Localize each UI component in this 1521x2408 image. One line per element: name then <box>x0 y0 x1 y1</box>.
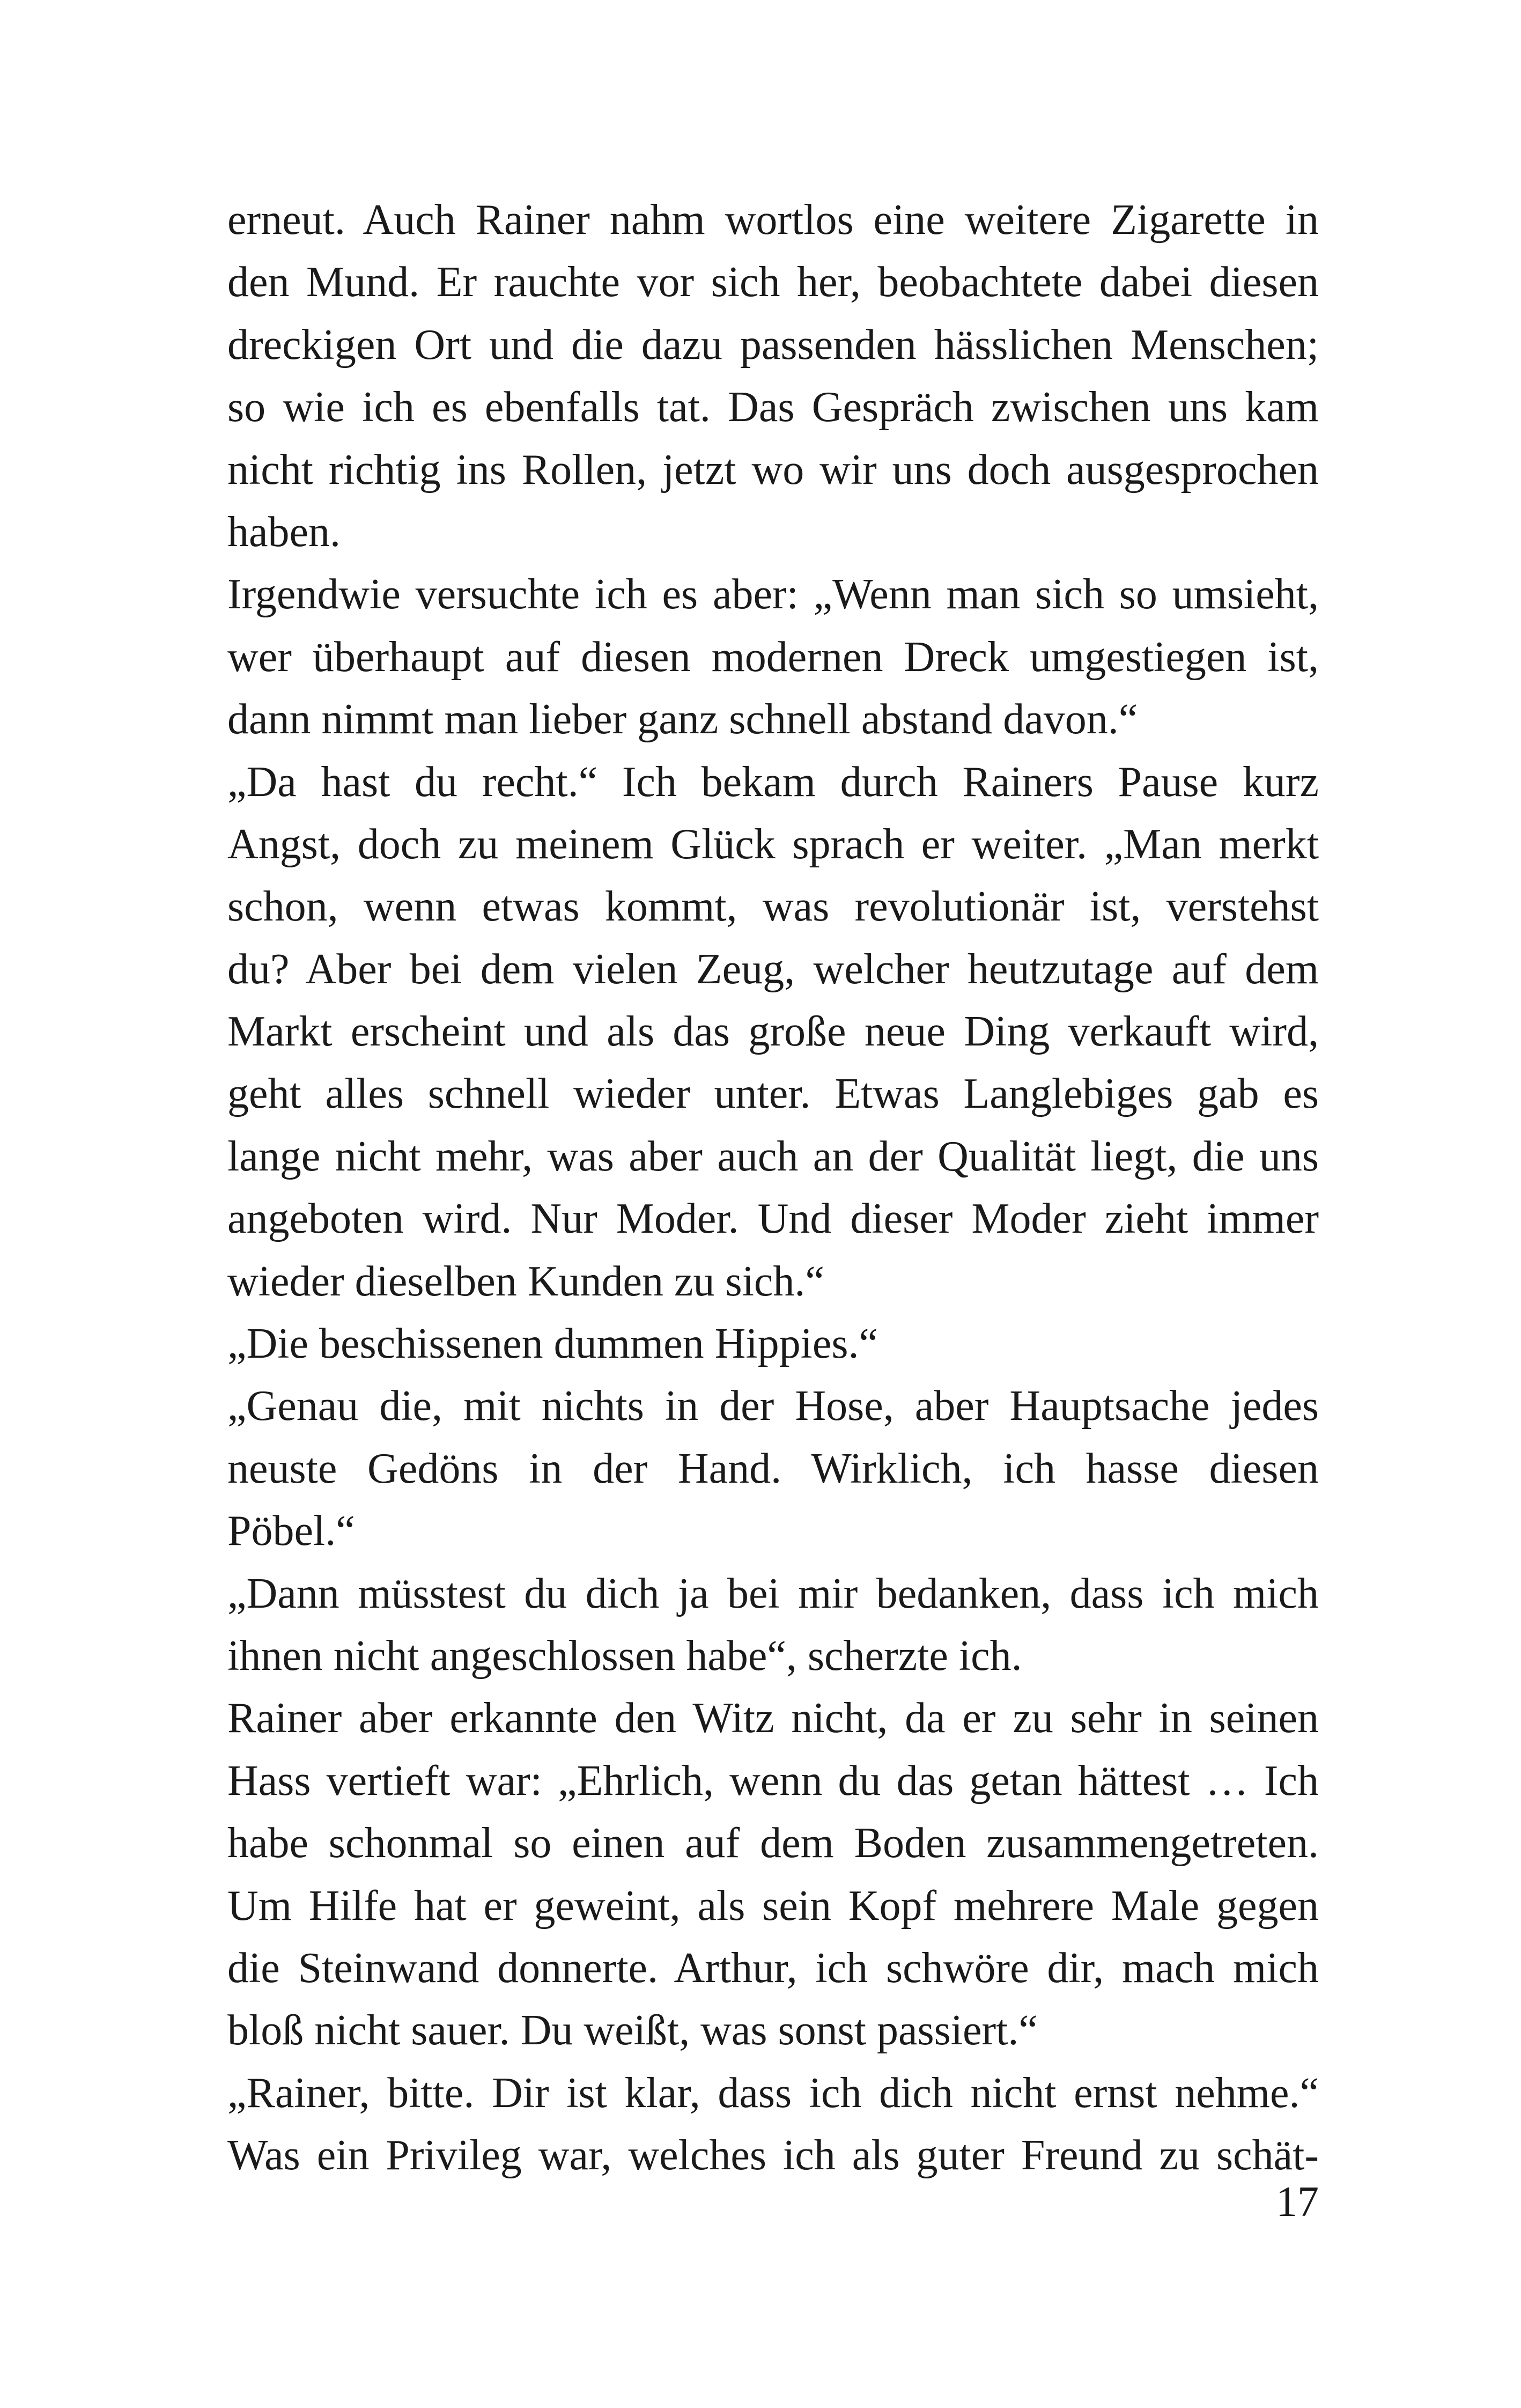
text-line: „Dann müsstest du dich ja bei mir bedanken, dass ich mich <box>227 1570 1319 1617</box>
text-line: „Rainer, bitte. Dir ist klar, dass ich dich nicht ernst nehme.“ <box>227 2069 1319 2117</box>
text-line: wer überhaupt auf diesen modernen Dreck umgestiegen ist, <box>227 633 1319 681</box>
text-line: ihnen nicht angeschlossen habe“, scherzte ich. <box>227 1632 1022 1680</box>
text-line: Pöbel.“ <box>227 1507 355 1555</box>
text-line: „Die beschissenen dummen Hippies.“ <box>227 1320 878 1368</box>
text-line: Rainer aber erkannte den Witz nicht, da er zu sehr in seinen <box>227 1695 1319 1742</box>
text-line: lange nicht mehr, was aber auch an der Qualität liegt, die uns <box>227 1132 1319 1180</box>
text-line: „Genau die, mit nichts in der Hose, aber Hauptsache jedes <box>227 1382 1319 1430</box>
text-line: Hass vertieft war: „Ehrlich, wenn du das getan hättest … Ich <box>227 1757 1319 1805</box>
text-line: haben. <box>227 508 341 556</box>
body-text <box>227 189 1319 2187</box>
text-line: nicht richtig ins Rollen, jetzt wo wir uns doch ausgesprochen <box>227 446 1319 494</box>
text-line: angeboten wird. Nur Moder. Und dieser Moder zieht immer <box>227 1195 1319 1243</box>
text-line: Irgendwie versuchte ich es aber: „Wenn man sich so umsieht, <box>227 571 1319 618</box>
text-line: schon, wenn etwas kommt, was revolutionär ist, verstehst <box>227 883 1319 931</box>
text-line: so wie ich es ebenfalls tat. Das Gespräch zwischen uns kam <box>227 384 1319 431</box>
text-line: den Mund. Er rauchte vor sich her, beobachtete dabei diesen <box>227 259 1319 306</box>
text-line: wieder dieselben Kunden zu sich.“ <box>227 1257 824 1305</box>
text-line: geht alles schnell wieder unter. Etwas Langlebiges gab es <box>227 1070 1319 1118</box>
text-line: bloß nicht sauer. Du weißt, was sonst passiert.“ <box>227 2007 1038 2054</box>
text-line: dreckigen Ort und die dazu passenden hässlichen Menschen; <box>227 321 1319 369</box>
text-line: Angst, doch zu meinem Glück sprach er weiter. „Man merkt <box>227 820 1319 868</box>
text-line: neuste Gedöns in der Hand. Wirklich, ich hasse diesen <box>227 1445 1319 1492</box>
text-line: du? Aber bei dem vielen Zeug, welcher heutzutage auf dem <box>227 945 1319 993</box>
text-line: Was ein Privileg war, welches ich als guter Freund zu schät- <box>227 2132 1319 2179</box>
text-line: erneut. Auch Rainer nahm wortlos eine weitere Zigarette in <box>227 196 1319 244</box>
text-line: „Da hast du recht.“ Ich bekam durch Rainers Pause kurz <box>227 758 1319 806</box>
text-line: Markt erscheint und als das große neue Ding verkauft wird, <box>227 1008 1319 1056</box>
text-line: dann nimmt man lieber ganz schnell abstand davon.“ <box>227 696 1138 743</box>
text-line: Um Hilfe hat er geweint, als sein Kopf mehrere Male gegen <box>227 1882 1319 1930</box>
page-number: 17 <box>1276 2178 1319 2226</box>
text-line: die Steinwand donnerte. Arthur, ich schwöre dir, mach mich <box>227 1944 1319 1992</box>
text-line: habe schonmal so einen auf dem Boden zusammengetreten. <box>227 1820 1319 1867</box>
